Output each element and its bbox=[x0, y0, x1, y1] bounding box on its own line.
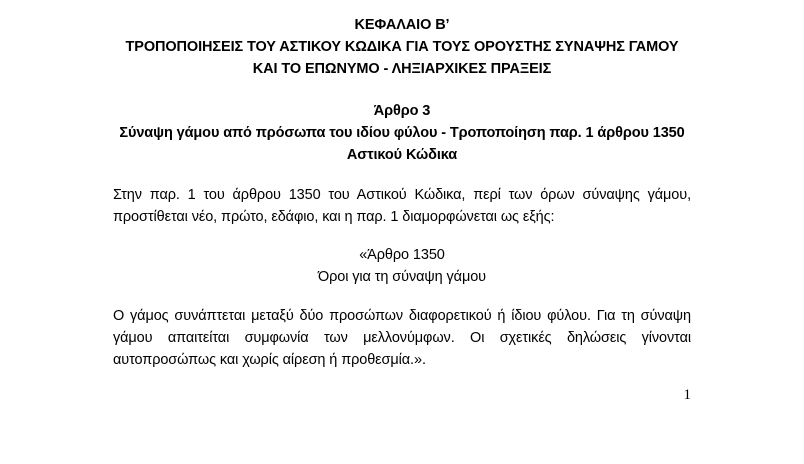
quoted-article-text: Ο γάμος συνάπτεται μεταξύ δύο προσώπων διαφορετικού ή ίδιου φύλου. Για τη σύναψη γάμου απαιτείται συμφωνία των μελλονύμφων. Οι σχετικές δηλώσεις γίνονται αυτοπροσώπως και χωρίς αίρεση ή προθεσμία.». bbox=[113, 308, 691, 368]
chapter-heading bbox=[113, 14, 691, 80]
quoted-article-heading bbox=[113, 244, 691, 288]
article-number: Άρθρο 3 bbox=[373, 103, 431, 119]
quoted-article-subtitle: Όροι για τη σύναψη γάμου bbox=[317, 269, 487, 285]
article-heading bbox=[113, 100, 691, 166]
intro-paragraph: Στην παρ. 1 του άρθρου 1350 του Αστικού Κώδικα, περί των όρων σύναψης γάμου, προστίθεται νέο, πρώτο, εδάφιο, και η παρ. 1 διαμορφώνεται ως εξής: bbox=[113, 187, 691, 225]
chapter-title: ΚΕΦΑΛΑΙΟ Β’ bbox=[354, 17, 450, 33]
quoted-article-number: «Άρθρο 1350 bbox=[359, 247, 445, 263]
chapter-subtitle: ΤΡΟΠΟΠΟΙΗΣΕΙΣ ΤΟΥ ΑΣΤΙΚΟΥ ΚΩΔΙΚΑ ΓΙΑ ΤΟΥΣ ΟΡΟΥΣΤΗΣ ΣΥΝΑΨΗΣ ΓΑΜΟΥ ΚΑΙ ΤΟ ΕΠΩΝΥΜΟ - ΛΗΞΙΑΡΧΙΚΕΣ ΠΡΑΞΕΙΣ bbox=[125, 39, 679, 77]
page-number: 1 bbox=[683, 387, 691, 403]
document-page bbox=[113, 0, 691, 406]
article-title: Σύναψη γάμου από πρόσωπα του ιδίου φύλου - Τροποποίηση παρ. 1 άρθρου 1350 Αστικού Κώδικα bbox=[119, 125, 685, 163]
